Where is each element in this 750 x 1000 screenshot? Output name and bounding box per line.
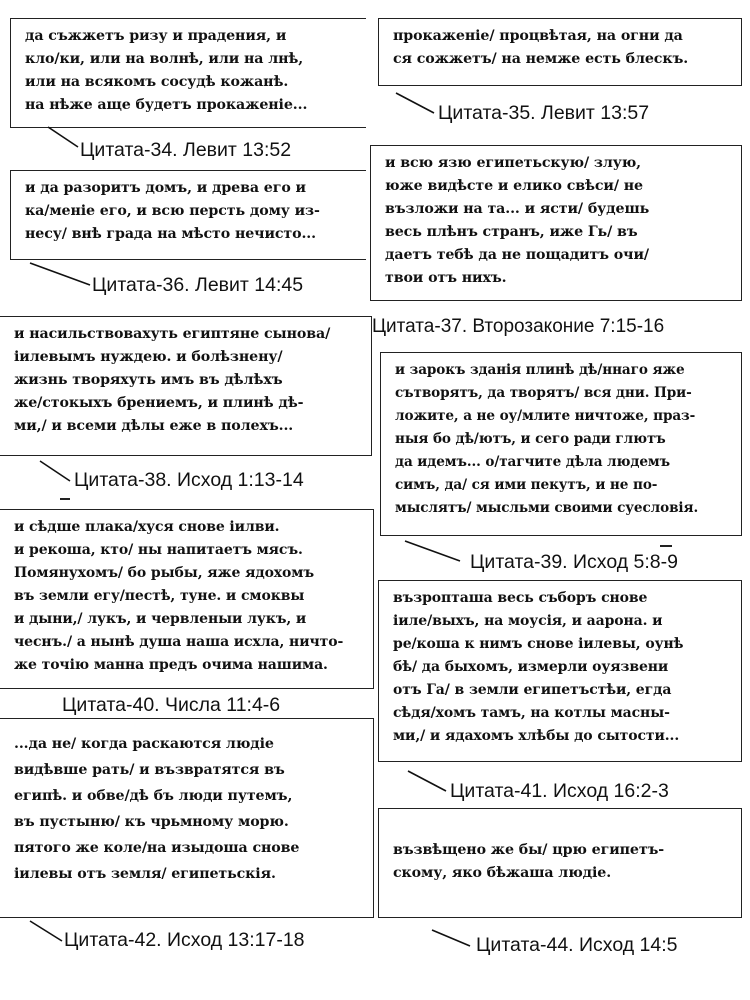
quote-line: мыслятъ/ мысльми своими суесловія. [395,500,699,516]
caption-44: Цитата-44. Исход 14:5 [476,934,678,956]
quote-line: же точію манна предъ очима нашима. [14,657,328,673]
caption-34: Цитата-34. Левит 13:52 [80,139,292,161]
quote-line: сѣдя/хомъ тамъ, на котлы масны- [393,705,670,721]
caption-41: Цитата-41. Исход 16:2-3 [450,780,669,802]
quote-line: и насильствовахуть египтяне сынова/ [14,326,331,342]
quote-line: и дыни,/ лукъ, и червленыи лукъ, и [14,611,307,627]
quote-line: и сѣдше плака/хуся снове іилви. [14,519,280,535]
caption-35: Цитата-35. Левит 13:57 [438,102,650,124]
quote-line: скому, яко бѣжаша людіе. [393,865,612,881]
quote-line: іилe/выхъ, на моусія, и аарона. и [393,613,663,629]
quote-line: възвѣщено же бы/ црю египетъ- [393,842,665,858]
quote-line: ...да не/ когда раскаются людіе [14,736,274,752]
quote-line: ка/меніе его, и всю персть дому из- [25,203,320,219]
quote-line: сътворятъ, да творятъ/ вся дни. При- [395,385,692,401]
caption-42: Цитата-42. Исход 13:17-18 [64,929,305,951]
quote-line: на нѣже аще будетъ прокаженіе... [25,97,308,113]
quote-line: египѣ. и обве/дѣ бъ люди путемъ, [14,788,293,804]
quote-line: чеснъ./ а нынѣ душа наша исхла, ничто- [14,634,344,650]
caption-37: Цитата-37. Второзаконие 7:15-16 [372,316,665,337]
quote-line: прокаженіе/ процвѣтая, на огни да [393,28,683,44]
quote-line: весь плѣнъ странъ, иже Гь/ въ [385,224,638,240]
quote-line: даетъ тебѣ да не пощадитъ очи/ [385,247,649,263]
caption-38: Цитата-38. Исход 1:13-14 [74,469,304,491]
quote-line: да идемъ... о/тагчите дѣла людемъ [395,454,670,470]
quote-line: видѣвше рать/ и възвратятся въ [14,762,285,778]
quote-line: несу/ внѣ града на мѣсто нечисто... [25,226,316,242]
quote-line: іилевымъ нуждею. и болѣзнену/ [14,349,283,365]
quote-line: пятого же коле/на изыдоша снове [14,840,300,856]
quote-line: ложите, а не оу/млите ничтоже, праз- [395,408,696,424]
quote-line: ся сожжетъ/ на немже есть блескъ. [393,51,689,67]
quote-line: и да разоритъ домъ, и древа его и [25,180,306,196]
quote-line: ре/коша к нимъ снове іилевы, оунѣ [393,636,684,652]
caption-36: Цитата-36. Левит 14:45 [92,274,304,296]
quote-line: възропташа весь съборъ снове [393,590,648,606]
quote-line: възложи на та... и ясти/ будешь [385,201,650,217]
quote-line: ныя бо дѣ/ютъ, и сего ради глютъ [395,431,666,447]
quote-line: да съжжетъ ризу и прадения, и [25,28,287,44]
quote-line: и зарокъ зданія плинѣ дѣ/ннаго яже [395,362,685,378]
quote-line: бѣ/ да быхомъ, измерли оуязвени [393,659,669,675]
caption-40: Цитата-40. Числа 11:4-6 [62,694,281,716]
quote-line: жизнь творяхуть имъ въ дѣлѣхъ [14,372,283,388]
quote-line: симъ, да/ ся ими пекутъ, и не по- [395,477,658,493]
quote-line: кло/ки, или на волнѣ, или на лнѣ, [25,51,304,67]
quote-line: въ земли егу/пестѣ, туне. и смоквы [14,588,305,604]
quote-line: и всю язю египетьскую/ злую, [385,155,642,171]
quote-line: іилевы отъ земля/ египетьскія. [14,866,276,882]
caption-39: Цитата-39. Исход 5:8-9 [470,551,678,573]
quote-line: Помянухомъ/ бо рыбы, яже ядохомъ [14,565,314,581]
quote-line: въ пустыню/ къ чрьмному морю. [14,814,289,830]
quote-line: твои отъ нихъ. [385,270,507,286]
quote-line: отъ Гa/ в земли египетъстѣи, егда [393,682,672,698]
quote-line: ми,/ и ядахомъ хлѣбы до сытости... [393,728,680,744]
quote-line: же/стокыхъ брениемъ, и плинѣ дѣ- [14,395,304,411]
quote-line: ми,/ и всеми дѣлы еже в полехъ... [14,418,294,434]
quote-line: или на всякомъ сосудѣ кожанѣ. [25,74,289,90]
quote-line: и рекоша, кто/ ны напитаетъ мясъ. [14,542,303,558]
quote-line: юже видѣсте и елико свѣси/ не [385,178,643,194]
